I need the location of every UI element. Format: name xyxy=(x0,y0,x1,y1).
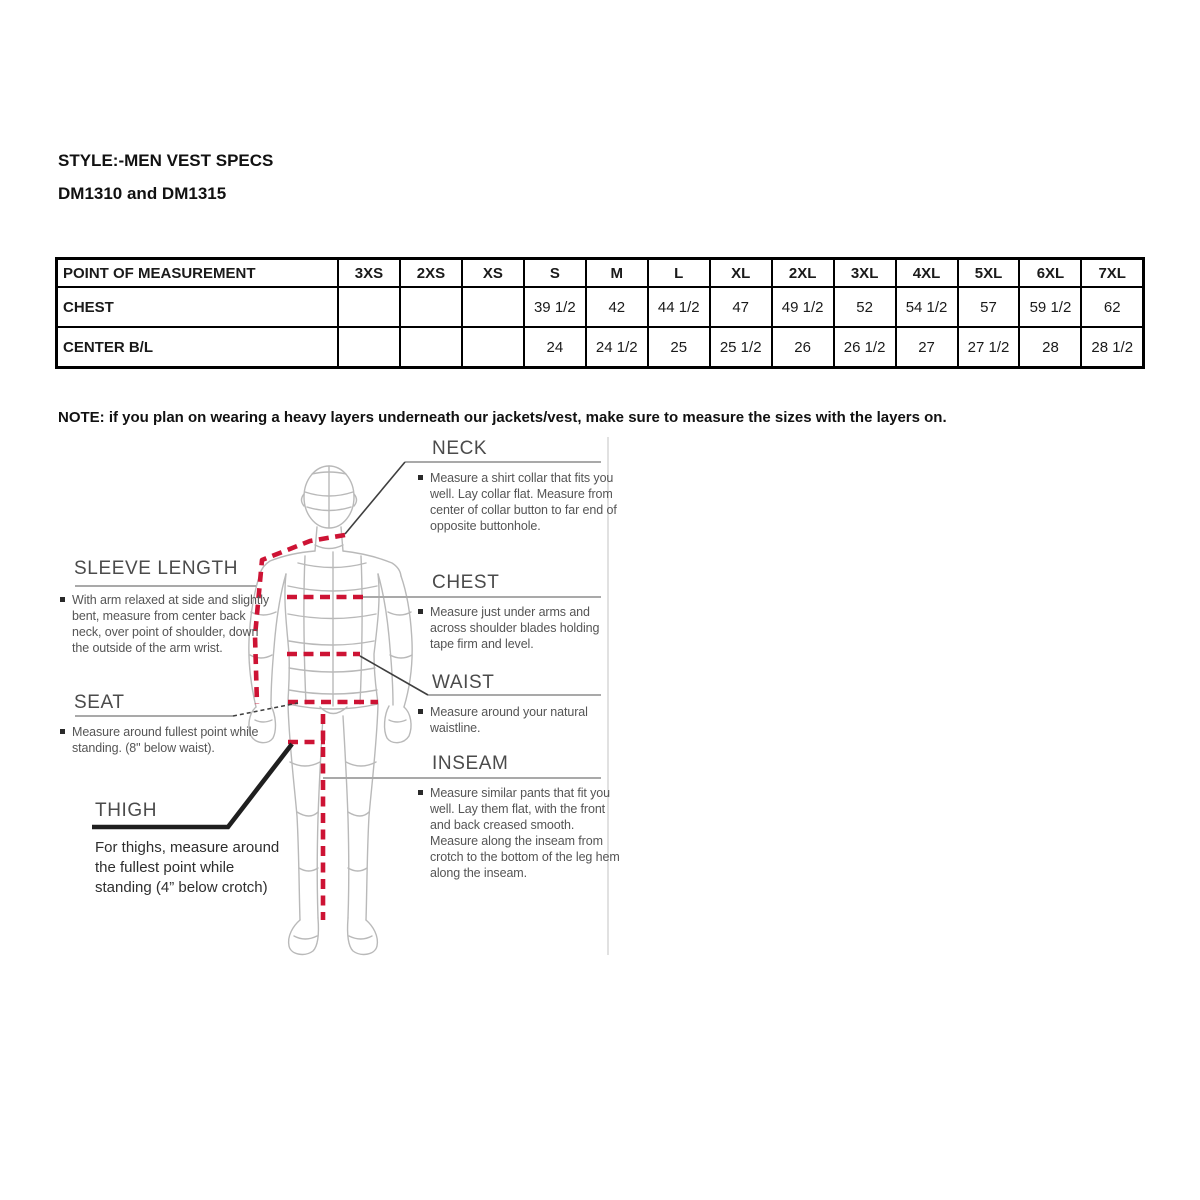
bullet-icon xyxy=(418,790,423,795)
size-column-header: XL xyxy=(710,259,772,288)
diagram-section-neck xyxy=(418,438,623,534)
diagram-section-seat xyxy=(60,692,260,756)
seat-description: Measure around fullest point while standing. (8" below waist). xyxy=(72,725,259,755)
size-value-cell xyxy=(400,287,462,327)
size-row xyxy=(57,287,1144,327)
size-value-cell xyxy=(338,287,400,327)
size-value-cell: 27 xyxy=(896,327,958,368)
size-value-cell: 54 1/2 xyxy=(896,287,958,327)
diagram-section-thigh xyxy=(95,800,290,898)
size-value-cell: 57 xyxy=(958,287,1020,327)
sleeve-length-heading: SLEEVE LENGTH xyxy=(74,558,239,579)
diagram-section-waist xyxy=(418,672,608,736)
neck-description: Measure a shirt collar that fits you well. Lay collar flat. Measure from center of collar button to far end of opposite buttonhole. xyxy=(430,471,617,533)
size-value-cell xyxy=(462,287,524,327)
size-value-cell: 47 xyxy=(710,287,772,327)
size-value-cell: 24 1/2 xyxy=(586,327,648,368)
size-value-cell: 25 xyxy=(648,327,710,368)
size-value-cell: 52 xyxy=(834,287,896,327)
style-title: STYLE:-MEN VEST SPECS xyxy=(58,151,274,170)
size-column-header: 7XL xyxy=(1081,259,1143,288)
size-value-cell: 42 xyxy=(586,287,648,327)
size-value-cell: 39 1/2 xyxy=(524,287,586,327)
size-column-header: M xyxy=(586,259,648,288)
size-column-header: L xyxy=(648,259,710,288)
size-value-cell: 27 1/2 xyxy=(958,327,1020,368)
size-value-cell: 28 1/2 xyxy=(1081,327,1143,368)
diagram-section-chest xyxy=(418,572,623,652)
size-column-header: 5XL xyxy=(958,259,1020,288)
model-numbers: DM1310 and DM1315 xyxy=(58,184,227,203)
size-column-header: 2XS xyxy=(400,259,462,288)
size-column-header: 4XL xyxy=(896,259,958,288)
size-value-cell xyxy=(400,327,462,368)
size-column-header: XS xyxy=(462,259,524,288)
diagram-section-sleeve-length xyxy=(60,558,275,656)
size-value-cell: 25 1/2 xyxy=(710,327,772,368)
size-value-cell: 44 1/2 xyxy=(648,287,710,327)
size-value-cell xyxy=(462,327,524,368)
row-label: CHEST xyxy=(57,287,339,327)
size-value-cell: 26 1/2 xyxy=(834,327,896,368)
bullet-icon xyxy=(60,729,65,734)
sleeve-length-description: With arm relaxed at side and slightly bent, measure from center back neck, over point of shoulder, down the outside of the arm wrist. xyxy=(72,593,270,655)
diagram-section-inseam xyxy=(418,753,623,881)
bullet-icon xyxy=(418,709,423,714)
bullet-icon xyxy=(418,609,423,614)
measurement-column-header: POINT OF MEASUREMENT xyxy=(57,259,339,288)
row-label: CENTER B/L xyxy=(57,327,339,368)
inseam-heading: INSEAM xyxy=(432,753,509,774)
size-table xyxy=(55,257,1145,369)
waist-description: Measure around your natural waistline. xyxy=(430,705,588,735)
size-value-cell: 59 1/2 xyxy=(1019,287,1081,327)
size-column-header: 6XL xyxy=(1019,259,1081,288)
thigh-heading: THIGH xyxy=(95,800,158,821)
size-value-cell: 62 xyxy=(1081,287,1143,327)
bullet-icon xyxy=(60,597,65,602)
size-value-cell: 28 xyxy=(1019,327,1081,368)
inseam-description: Measure similar pants that fit you well. Lay them flat, with the front and back creased smooth. Measure along the inseam from crotch to the bottom of the leg hem along the inseam. xyxy=(430,786,620,880)
waist-heading: WAIST xyxy=(432,672,495,693)
layering-note: NOTE: if you plan on wearing a heavy layers underneath our jackets/vest, make sure to measure the sizes with the layers on. xyxy=(58,409,947,426)
chest-description: Measure just under arms and across shoulder blades holding tape firm and level. xyxy=(430,605,600,651)
size-column-header: 3XS xyxy=(338,259,400,288)
chest-heading: CHEST xyxy=(432,572,500,593)
size-value-cell xyxy=(338,327,400,368)
size-value-cell: 24 xyxy=(524,327,586,368)
thigh-description: For thighs, measure around the fullest point while standing (4” below crotch) xyxy=(95,839,280,896)
bullet-icon xyxy=(418,475,423,480)
seat-heading: SEAT xyxy=(74,692,125,713)
size-column-header: 2XL xyxy=(772,259,834,288)
size-column-header: S xyxy=(524,259,586,288)
neck-heading: NECK xyxy=(432,438,488,459)
size-value-cell: 26 xyxy=(772,327,834,368)
size-column-header: 3XL xyxy=(834,259,896,288)
size-value-cell: 49 1/2 xyxy=(772,287,834,327)
size-table-head xyxy=(57,259,1144,288)
size-row xyxy=(57,327,1144,368)
size-table-body xyxy=(57,287,1144,368)
size-header-row xyxy=(57,259,1144,288)
